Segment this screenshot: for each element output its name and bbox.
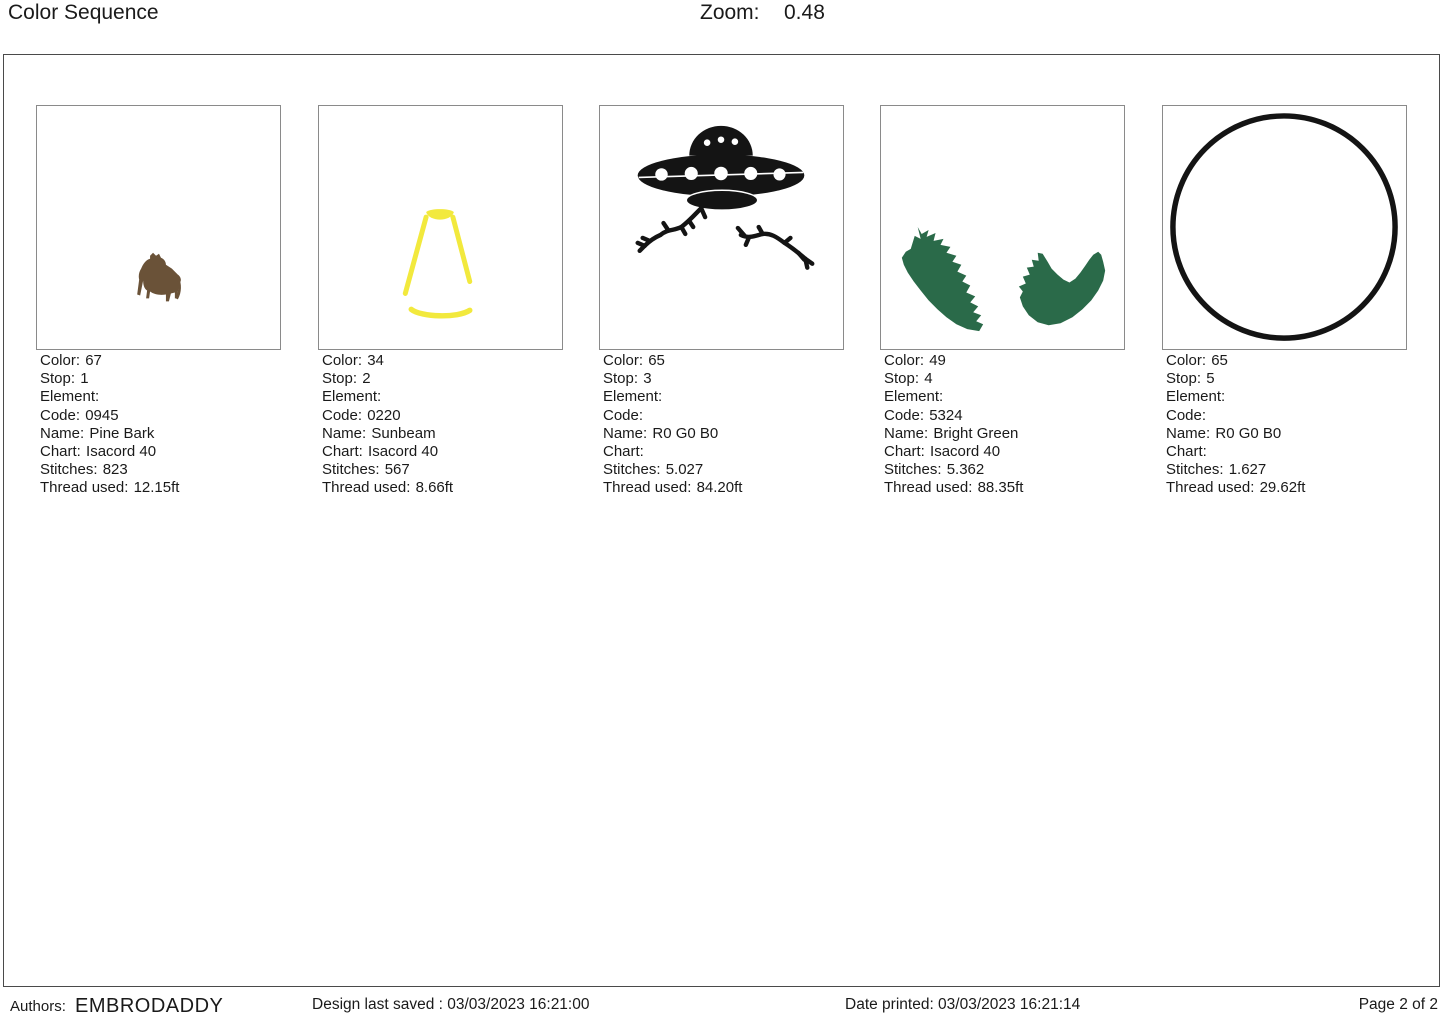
stitch-ring (1173, 116, 1395, 338)
ufo-underside (686, 190, 757, 210)
field-element: Element: (884, 388, 944, 406)
thumbnail-stop-5 (1162, 105, 1407, 350)
field-stitches: Stitches: 5.027 (603, 461, 704, 479)
authors-label: Authors: (10, 998, 66, 1015)
field-element: Element: (1166, 388, 1226, 406)
field-stitches: Stitches: 567 (322, 461, 410, 479)
cow-silhouette (137, 253, 181, 302)
stop-details-3 (603, 352, 873, 498)
zoom-value: 0.48 (784, 1, 825, 24)
field-color: Color: 65 (1166, 352, 1228, 369)
date-printed: Date printed: 03/03/2023 16:21:14 (845, 996, 1081, 1013)
page-number: Page 2 of 2 (1358, 996, 1438, 1013)
page-title: Color Sequence (8, 1, 159, 24)
thumbnail-stop-2 (318, 105, 563, 350)
right-bush (1019, 252, 1105, 325)
left-bush (902, 227, 983, 331)
field-element: Element: (322, 388, 382, 406)
stop-details-4 (884, 352, 1154, 498)
field-stop: Stop: 5 (1166, 370, 1215, 388)
zoom-label: Zoom: (700, 1, 760, 24)
field-code: Code: (603, 406, 644, 424)
ufo-right-arm (738, 227, 812, 268)
field-element: Element: (40, 388, 100, 406)
field-thread-used: Thread used: 29.62ft (1166, 479, 1306, 497)
field-color: Color: 65 (603, 352, 665, 369)
field-color: Color: 34 (322, 352, 384, 369)
authors-value: EMBRODADDY (75, 995, 224, 1017)
field-stop: Stop: 4 (884, 370, 933, 388)
field-stitches: Stitches: 1.627 (1166, 461, 1267, 479)
light-beam-icon (319, 106, 562, 349)
field-code: Code: (1166, 406, 1207, 424)
field-code: Code: 5324 (884, 406, 963, 424)
stop-card-3 (599, 0, 844, 1018)
field-code: Code: 0945 (40, 406, 119, 424)
bushes-icon (881, 106, 1124, 349)
stop-card-1 (36, 0, 281, 1018)
field-thread-used: Thread used: 84.20ft (603, 479, 743, 497)
stop-details-5 (1166, 352, 1436, 498)
field-stop: Stop: 3 (603, 370, 652, 388)
field-chart: Chart: Isacord 40 (322, 442, 439, 460)
field-element: Element: (603, 388, 663, 406)
field-stitches: Stitches: 823 (40, 461, 128, 479)
field-name: Name: R0 G0 B0 (603, 424, 719, 442)
ufo-left-arm (638, 208, 705, 251)
design-last-saved: Design last saved : 03/03/2023 16:21:00 (312, 996, 590, 1013)
beam-outline (405, 209, 469, 316)
thumbnail-stop-4 (880, 105, 1125, 350)
field-chart: Chart: Isacord 40 (884, 442, 1001, 460)
field-stitches: Stitches: 5.362 (884, 461, 985, 479)
field-stop: Stop: 2 (322, 370, 371, 388)
field-name: Name: R0 G0 B0 (1166, 424, 1282, 442)
field-name: Name: Bright Green (884, 424, 1019, 442)
stop-card-4 (880, 0, 1125, 1018)
bushes-silhouette (902, 227, 1105, 331)
field-chart: Chart: (603, 442, 644, 460)
stop-details-2 (322, 352, 592, 498)
field-chart: Chart: (1166, 442, 1207, 460)
stop-details-1 (40, 352, 310, 498)
field-chart: Chart: Isacord 40 (40, 442, 157, 460)
stop-card-2 (318, 0, 563, 1018)
thumbnail-stop-3 (599, 105, 844, 350)
field-thread-used: Thread used: 12.15ft (40, 479, 180, 497)
field-code: Code: 0220 (322, 406, 401, 424)
field-color: Color: 49 (884, 352, 946, 369)
ufo-silhouette (638, 126, 813, 268)
stop-card-5 (1162, 0, 1407, 1018)
field-name: Name: Pine Bark (40, 424, 155, 442)
field-color: Color: 67 (40, 352, 102, 369)
field-name: Name: Sunbeam (322, 424, 436, 442)
circle-outline-icon (1163, 106, 1406, 349)
field-thread-used: Thread used: 88.35ft (884, 479, 1024, 497)
field-thread-used: Thread used: 8.66ft (322, 479, 454, 497)
thumbnail-stop-1 (36, 105, 281, 350)
field-stop: Stop: 1 (40, 370, 89, 388)
ufo-icon (600, 106, 843, 349)
cow-icon (37, 106, 280, 349)
